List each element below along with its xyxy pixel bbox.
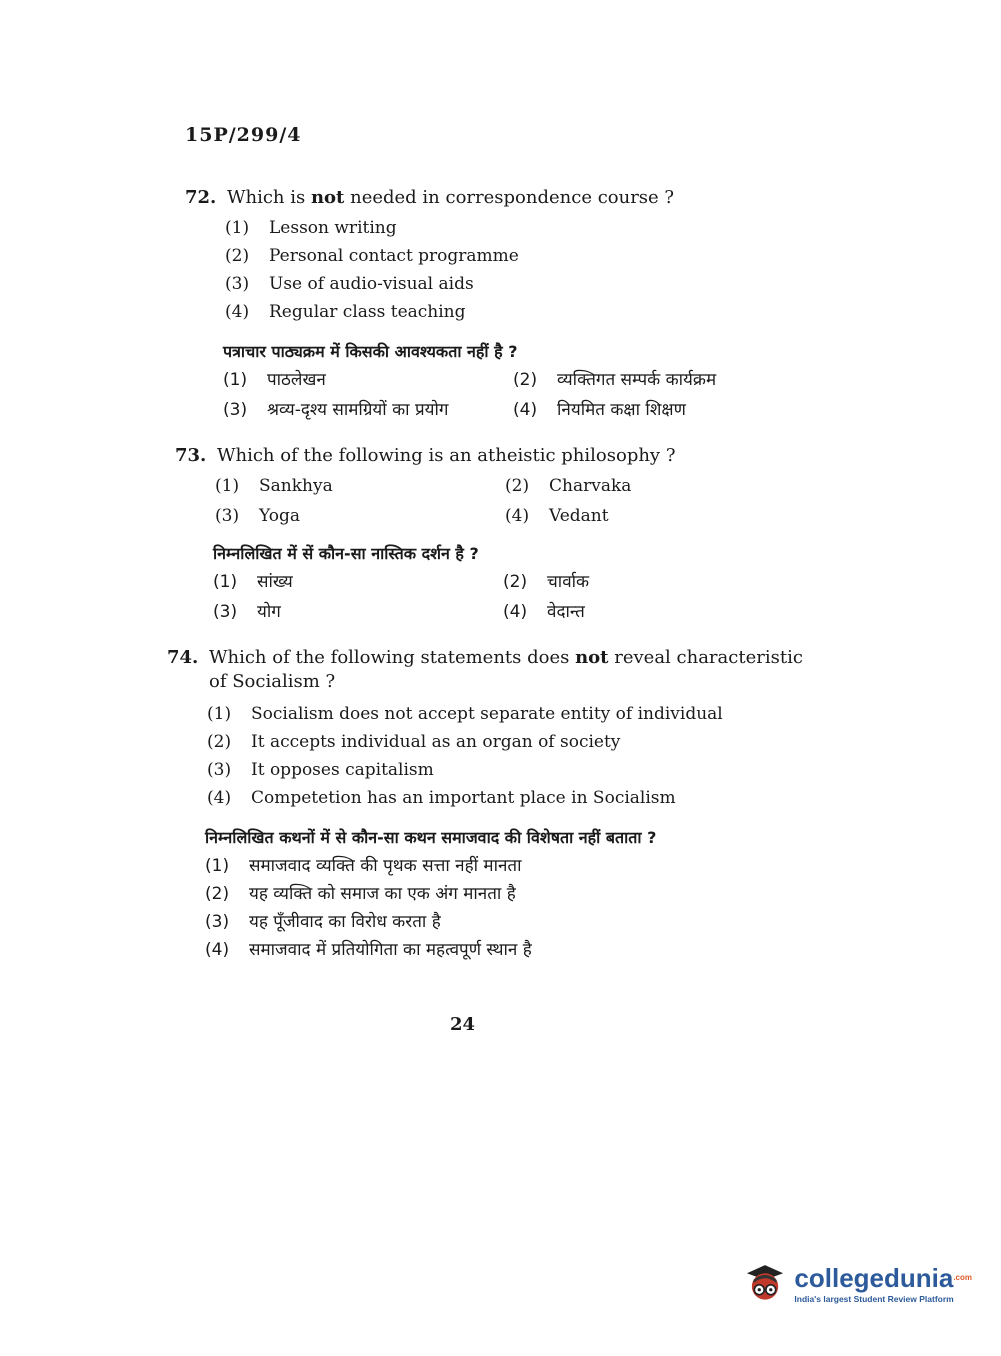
- option: (4) वेदान्त: [503, 602, 585, 622]
- hindi-stem: निम्नलिखित कथनों में से कौन-सा कथन समाजवाद की विशेषता नहीं बताता ?: [205, 828, 657, 847]
- question-text: Which of the following is an atheistic philosophy ?: [217, 445, 676, 466]
- option: (2) Charvaka: [505, 476, 632, 496]
- option: (1) Lesson writing: [225, 218, 397, 238]
- options-hindi: [223, 366, 825, 424]
- option: (2) It accepts individual as an organ of society: [207, 732, 621, 752]
- question-72: [185, 186, 825, 424]
- question-text: Which of the following statements does not reveal characteristic of Socialism ?: [209, 647, 803, 692]
- question-number: 74.: [167, 647, 199, 668]
- option: (3) Use of audio-visual aids: [225, 274, 474, 294]
- option: (1) पाठलेखन: [223, 370, 326, 390]
- option: (2) Personal contact programme: [225, 246, 519, 266]
- question-hindi: [205, 824, 807, 964]
- option: (3) श्रव्य-दृश्य सामग्रियों का प्रयोग: [223, 400, 449, 420]
- paper-code: 15P/299/4: [185, 124, 302, 146]
- hindi-stem: निम्नलिखित में सें कौन-सा नास्तिक दर्शन है ?: [213, 544, 479, 563]
- options-hindi: [213, 568, 815, 626]
- options-english: [225, 214, 825, 326]
- question-hindi: [223, 338, 825, 424]
- logo-name: collegedunia: [794, 1262, 954, 1293]
- option: (4) Vedant: [505, 506, 609, 526]
- option: (3) योग: [213, 602, 281, 622]
- collegedunia-logo: [742, 1253, 972, 1315]
- page-number: 24: [450, 1014, 476, 1035]
- option: (1) सांख्य: [213, 572, 293, 592]
- logo-tagline: India's largest Student Review Platform: [794, 1293, 954, 1304]
- option: (1) Sankhya: [215, 476, 333, 496]
- option: (2) यह व्यक्ति को समाज का एक अंग मानता है: [205, 884, 516, 904]
- option: (2) चार्वाक: [503, 572, 590, 592]
- option: (1) Socialism does not accept separate entity of individual: [207, 704, 723, 724]
- options-hindi: [205, 852, 807, 964]
- option: (3) यह पूँजीवाद का विरोध करता है: [205, 912, 441, 932]
- option: (4) नियमित कक्षा शिक्षण: [513, 400, 686, 420]
- question-73: [175, 444, 815, 626]
- option: (1) समाजवाद व्यक्ति की पृथक सत्ता नहीं मानता: [205, 856, 522, 876]
- question-number: 72.: [185, 187, 217, 208]
- option: (3) Yoga: [215, 506, 300, 526]
- question-text: Which is not needed in correspondence course ?: [227, 187, 675, 208]
- option: (3) It opposes capitalism: [207, 760, 434, 780]
- option: (2) व्यक्तिगत सम्पर्क कार्यक्रम: [513, 370, 717, 390]
- question-74: [167, 646, 807, 964]
- question-hindi: [213, 540, 815, 626]
- question-number: 73.: [175, 445, 207, 466]
- option: (4) Regular class teaching: [225, 302, 466, 322]
- hindi-stem: पत्राचार पाठ्यक्रम में किसकी आवश्यकता नहीं है ?: [223, 342, 518, 361]
- options-english: [215, 472, 815, 530]
- logo-suffix: .com: [953, 1272, 972, 1282]
- options-english: [207, 700, 807, 812]
- option: (4) समाजवाद में प्रतियोगिता का महत्वपूर्ण स्थान है: [205, 940, 532, 960]
- option: (4) Competetion has an important place in Socialism: [207, 788, 676, 808]
- mascot-icon: [742, 1257, 786, 1311]
- logo-text: [794, 1262, 972, 1304]
